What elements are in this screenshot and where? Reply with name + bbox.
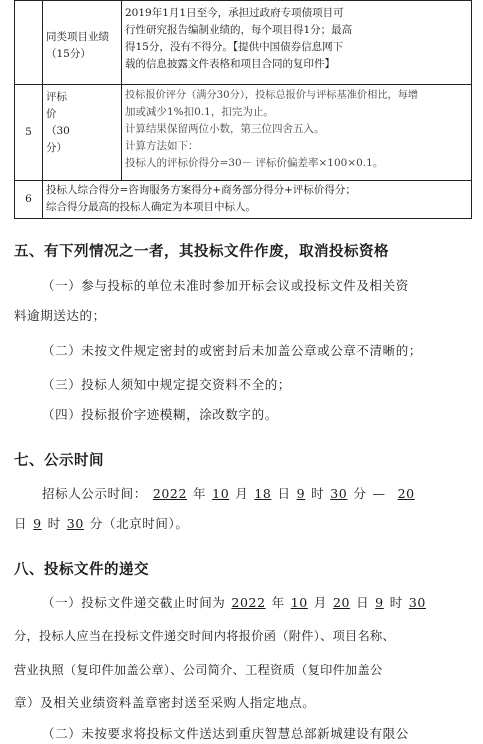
paragraph: （二）未按要求将投标文件送达到重庆智慧总部新城建设有限公	[42, 726, 409, 741]
unit: 年	[271, 595, 285, 610]
desc-line: 综合得分最高的投标人确定为本项目中标人。	[46, 201, 256, 213]
table-row	[15, 181, 472, 219]
unit: 分	[353, 486, 367, 501]
month-value: 10	[212, 486, 230, 501]
day-value: 18	[254, 486, 272, 501]
table-row	[15, 85, 472, 181]
item-name-text: 同类项目业绩（15分）	[46, 31, 109, 60]
unit: 日	[356, 595, 370, 610]
item-name	[43, 1, 122, 85]
desc-line: 载的信息披露文件表格和项目合同的复印件】	[125, 58, 335, 70]
label: 招标人公示时间：	[42, 486, 147, 501]
desc-line: 得15分，没有不得分。【提供中国债券信息网下	[125, 41, 344, 53]
desc-line: 加或减少1%扣0.1，扣完为止。	[125, 106, 274, 118]
dash: —	[372, 486, 386, 501]
unit: 时	[389, 595, 403, 610]
section-heading: 七、公示时间	[14, 453, 104, 469]
minute-value: 30	[408, 595, 426, 610]
year-value: 2022	[152, 486, 188, 501]
unit: 月	[313, 595, 327, 610]
unit: 日	[277, 486, 291, 501]
month-value: 10	[290, 595, 308, 610]
scoring-table	[14, 0, 472, 219]
row-number: 6	[15, 181, 43, 219]
suffix: （北京时间）。	[103, 516, 189, 531]
paragraph: （二）未按文件规定密封的或密封后未加盖公章或公章不清晰的；	[42, 343, 422, 358]
publicity-time-line	[14, 514, 470, 532]
desc-line: 行性研究报告编制业绩的，每个项目得1分；最高	[125, 24, 353, 36]
item-name	[43, 85, 122, 181]
desc-line: 投标人的评标价得分=30－ 评标价偏差率×100×0.1。	[125, 157, 384, 169]
unit: 年	[193, 486, 207, 501]
unit: 日	[14, 516, 28, 531]
row-number: 5	[15, 85, 43, 181]
item-description	[43, 181, 472, 219]
item-name-line: 分）	[46, 142, 67, 154]
paragraph: （四）投标报价字迹模糊，涂改数字的。	[42, 407, 278, 422]
item-description	[122, 85, 472, 181]
item-description	[122, 1, 472, 85]
section-heading: 八、投标文件的递交	[14, 562, 149, 578]
day-value: 20	[332, 595, 351, 610]
paragraph: （三）投标人须知中规定提交资料不全的；	[42, 377, 291, 392]
paragraph: （一）参与投标的单位未准时参加开标会议或投标文件及相关资	[42, 278, 409, 293]
hour-value: 9	[375, 595, 384, 610]
desc-line: 投标报价评分（满分30分），投标总报价与评标基准价相比，每增	[125, 90, 419, 101]
item-name-line: （30	[46, 125, 70, 137]
end-hour-value: 9	[33, 516, 42, 531]
minute-value: 30	[330, 486, 348, 501]
hour-value: 9	[296, 486, 306, 501]
paragraph: 营业执照（复印件加盖公章）、公司简介、工程资质（复印件加盖公	[14, 663, 383, 677]
paragraph: 料逾期送达的；	[14, 308, 106, 323]
table-row	[15, 1, 472, 85]
paragraph: 章）及相关业绩资料盖章密封送至采购人指定地点。	[14, 695, 316, 710]
unit: 时	[311, 486, 325, 501]
publicity-time-line	[14, 484, 470, 502]
deadline-line	[14, 593, 470, 611]
year-value: 2022	[231, 595, 266, 610]
paragraph: 分，投标人应当在投标文件递交时间内将报价函（附件）、项目名称、	[14, 629, 396, 643]
desc-line: 计算结果保留两位小数，第三位四舍五入。	[125, 123, 325, 135]
desc-line: 2019年1月1日至今，承担过政府专项债项目可	[125, 7, 344, 19]
unit: 月	[235, 486, 249, 501]
item-name-line: 价	[46, 108, 57, 120]
desc-line: 投标人综合得分=咨询服务方案得分+商务部分得分+评标价得分；	[46, 184, 356, 196]
end-minute-value: 30	[66, 516, 84, 531]
unit: 分	[89, 516, 103, 531]
unit: 时	[47, 516, 61, 531]
end-day-value: 20	[397, 486, 415, 501]
row-number	[15, 1, 43, 85]
section-heading: 五、有下列情况之一者，其投标文件作废，取消投标资格	[14, 244, 389, 260]
desc-line: 计算方法如下：	[125, 140, 199, 152]
item-name-line: 评标	[46, 91, 67, 103]
label: （一）投标文件递交截止时间为	[42, 595, 226, 610]
